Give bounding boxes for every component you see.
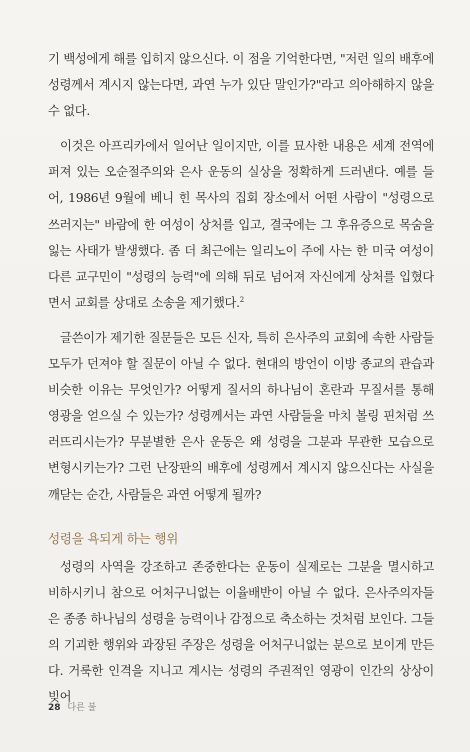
body-text [48, 46, 434, 710]
book-title: 다른 불 [67, 703, 97, 713]
paragraph-1: 기 백성에게 해를 입히지 않으신다. 이 점을 기억한다면, "저런 일의 배후에 성령께서 계시지 않는다면, 과연 누가 있단 말인가?"라고 의아해하지 않을 수 없다. [48, 52, 434, 119]
section-heading: 성령을 욕되게 하는 행위 [48, 530, 179, 546]
paragraph-3: 글쓴이가 제기한 질문들은 모든 신자, 특히 은사주의 교회에 속한 사람들 모두가 던져야 할 질문이 아닐 수 없다. 현대의 방언이 이방 종교의 관습과 비슷한 이유는 무엇인가? 어떻게 질서의 하나님이 혼란과 무질서를 통해 영광을 얻으실 수 있는가? 성령께서는 과연 사람들을 마치 볼링 핀처럼 쓰러뜨리시는가? 무분별한 은사 운동은 왜 성령을 그분과 무관한 모습으로 변형시키는가? 그런 난장판의 배후에 성령께서 계시지 않으신다는 사실을 깨닫는 순간, 사람들은 과연 어떻게 될까? [48, 330, 434, 502]
section-paragraph: 성령의 사역을 강조하고 존중한다는 운동이 실제로는 그분을 멸시하고 비하시키니 참으로 어처구니없는 이율배반이 아닐 수 없다. 은사주의자들은 종종 하나님의 성령을 능력이나 감정으로 축소하는 것처럼 보인다. 그들의 기괴한 행위와 과장된 주장은 성령을 어처구니없는 분으로 보이게 만든다. 거룩한 인격을 지니고 계시는 성령의 주권적인 영광이 인간의 상상이 빚어 [48, 559, 434, 705]
page-number: 28 [48, 703, 61, 713]
page-footer [48, 700, 96, 713]
paragraph-2 [48, 133, 434, 316]
paragraph-2-text: 이것은 아프리카에서 일어난 일이지만, 이를 묘사한 내용은 세계 전역에 퍼져 있는 오순절주의와 은사 운동의 실상을 정확하게 드러낸다. 예를 들어, 1986년 9월에 베니 힌 목사의 집회 장소에서 어떤 사람이 "성령으로 쓰러지는" 바람에 한 여성이 상처를 입고, 결국에는 그 후유증으로 목숨을 잃는 사태가 발생했다. 좀 더 최근에는 일리노이 주에 사는 한 미국 여성이 다른 교구민이 "성령의 능력"에 의해 뒤로 넘어져 자신에게 상처를 입혔다면서 교회를 상대로 소송을 제기했다. [48, 139, 434, 310]
footnote-marker: 2 [239, 295, 244, 304]
